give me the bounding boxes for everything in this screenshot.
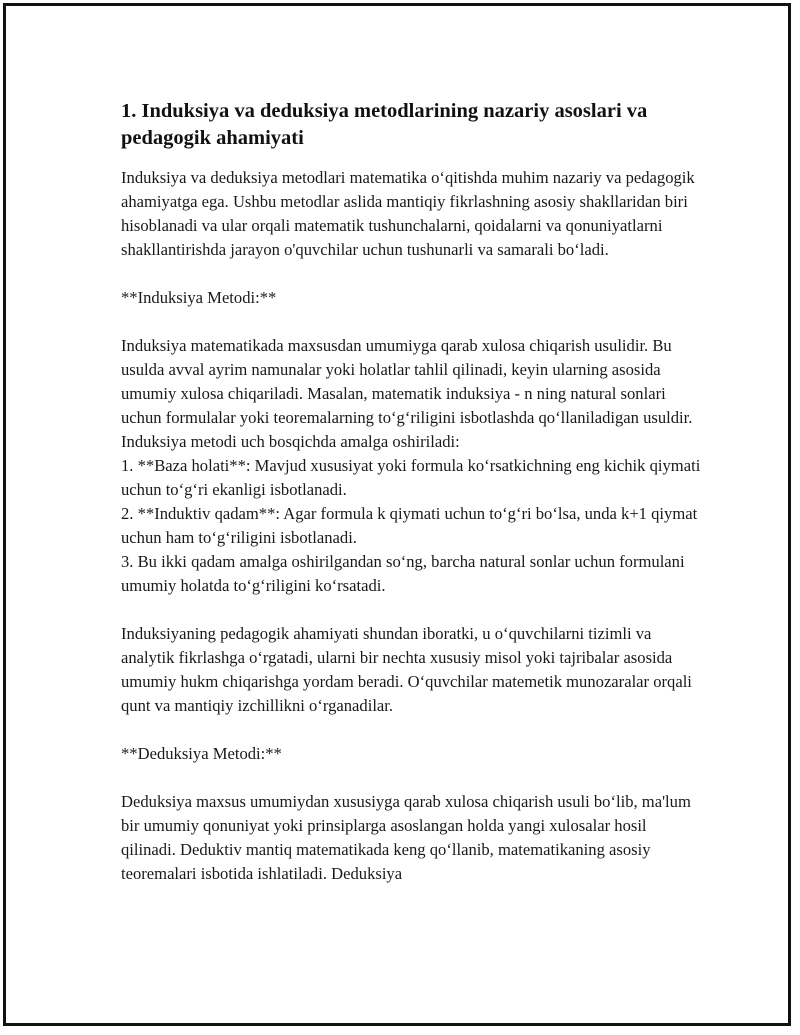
- deduction-paragraph: Deduksiya maxsus umumiydan xususiyga qarab xulosa chiqarish usuli bo‘lib, ma'lum bir umumiy qonuniyat yoki prinsiplarga asoslangan holda yangi xulosalar hosil qilinadi. Deduktiv mantiq matematikada keng qo‘llanib, matematikaning asosiy teoremalari isbotida ishlatiladi. Deduksiya: [121, 792, 691, 883]
- induction-pedagogy-paragraph: Induksiyaning pedagogik ahamiyati shundan iboratki, u o‘quvchilarni tizimli va analytik fikrlashga o‘rgatadi, ularni bir nechta xususiy misol yoki tajribalar asosida umumiy hukm chiqarishga yordam beradi. O‘quvchilar matemetik munozaralar orqali qunt va mantiqiy izchillikni o‘rganadilar.: [121, 624, 692, 715]
- intro-paragraph: Induksiya va deduksiya metodlari matematika o‘qitishda muhim nazariy va pedagogik ahamiyatga ega. Ushbu metodlar aslida mantiqiy fikrlashning asosiy shakllaridan biri hisoblanadi va ular orqali matematik tushunchalarni, qoidalarni va qonuniyatlarni shakllantirishda jarayon o'quvchilar uchun tushunarli va samarali bo‘ladi.: [121, 168, 695, 259]
- document-page: [3, 3, 791, 1026]
- induction-step-2: 2. **Induktiv qadam**: Agar formula k qiymati uchun to‘g‘ri bo‘lsa, unda k+1 qiymat uchun ham to‘g‘riligini isbotlanadi.: [121, 504, 698, 547]
- deduction-label: **Deduksiya Metodi:**: [121, 744, 282, 763]
- induction-step-1: 1. **Baza holati**: Mavjud xususiyat yoki formula ko‘rsatkichning eng kichik qiymati uchun to‘g‘ri ekanligi isbotlanadi.: [121, 456, 701, 499]
- induction-steps-block: [121, 334, 701, 598]
- document-body: [121, 98, 701, 910]
- induction-label: **Induksiya Metodi:**: [121, 288, 277, 307]
- section-heading: 1. Induksiya va deduksiya metodlarining nazariy asoslari va pedagogik ahamiyati: [121, 100, 648, 149]
- induction-paragraph: Induksiya matematikada maxsusdan umumiyga qarab xulosa chiqarish usulidir. Bu usulda avval ayrim namunalar yoki holatlar tahlil qilinadi, keyin ularning asosida umumiy xulosa chiqariladi. Masalan, matematik induksiya - n ning natural sonlari uchun formulalar yoki teoremalarning to‘g‘riligini isbotlashda qo‘llaniladigan usuldir. Induksiya metodi uch bosqichda amalga oshiriladi:: [121, 336, 693, 451]
- induction-step-3: 3. Bu ikki qadam amalga oshirilgandan so‘ng, barcha natural sonlar uchun formulani umumiy holatda to‘g‘riligini ko‘rsatadi.: [121, 552, 685, 595]
